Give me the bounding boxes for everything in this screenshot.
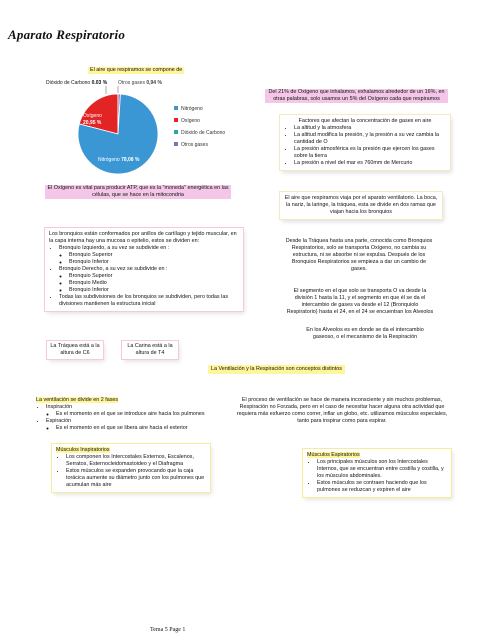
list-item: ◦ Bronquio Superior <box>69 273 239 280</box>
legend-swatch <box>174 142 178 146</box>
list-item: • Los principales músculos son los Intercostales Internos, que se encuentran entre costilla y costilla, y los músculos abdominales. <box>317 459 447 480</box>
co2-label: Dióxido de Carbono 0.03 % <box>46 80 108 86</box>
list-item: • Todas las subdivisiones de los bronquios se subdividen, pero todas las divisiones mantienen la estructura inicial <box>59 294 239 308</box>
trachea-level-box: La Tráquea está a la altura de C6 <box>47 341 103 359</box>
list-item: ◦ Bronquio Inferior <box>69 287 239 294</box>
legend-label: Dióxido de Carbono <box>181 130 226 136</box>
ventilation-phases <box>36 397 236 432</box>
page-footer: Tema 5 Page 1 <box>150 627 186 633</box>
carina-level-box: La Carina está a la altura de T4 <box>122 341 178 359</box>
alveoli-description: En los Alveolos es en donde se da el intercambio gaseoso, o el mecanismo de la Respiración <box>306 327 424 340</box>
legend-label: Otros gases <box>181 142 208 148</box>
list-item: • Estos músculos se expanden provocando que la caja torácica aumente su diámetro junto con los pulmones que acumulan más aire <box>66 468 206 489</box>
list-item: ◦ Bronquio Medio <box>69 280 239 287</box>
legend-swatch <box>174 106 178 110</box>
insp-list <box>56 454 206 489</box>
legend-label: Nitrógeno <box>181 106 203 112</box>
nitrogeno-label: Nitrógeno 78,08 % <box>98 157 140 163</box>
oxygen-note: Del 21% de Oxígeno que inhalamos, exhalamos alrededor de un 16%, en otras palabras, solo usamos un 5% del Oxígeno cada que respiramos <box>265 89 448 103</box>
bronchi-box <box>45 228 243 311</box>
legend-label: Oxígeno <box>181 118 200 124</box>
legend-swatch <box>174 118 178 122</box>
factors-list <box>284 125 446 167</box>
list-item: • La presión atmosférica es la presión que ejercen los gases sobre la tierra <box>294 146 446 160</box>
list-item: • Bronquio Derecho, a su vez se subdivide en : ◦ Bronquio Superior ◦ Bronquio Medio ◦ Bronquio Inferior <box>59 266 239 294</box>
exp-heading: Músculos Espiratorios <box>307 452 360 458</box>
list-item: • Espiración ◦ Es el momento en el que se libera aire hacia el exterior <box>46 418 236 432</box>
factors-box <box>280 115 450 170</box>
list-item: • Estos músculos se contraen haciendo que los pulmones se reduzcan y expiren el aire <box>317 480 447 494</box>
exp-list <box>307 459 447 494</box>
ventilation-heading: La ventilación se divide en 2 fases <box>36 397 119 403</box>
list-item: ◦ Es el momento en el que se introduce aire hacia los pulmones <box>56 411 236 418</box>
list-item: ◦ Bronquio Superior <box>69 252 239 259</box>
otros-label: Otros gases 0,94 % <box>118 80 162 86</box>
inspiratory-muscles-box <box>52 444 210 492</box>
air-composition-chart <box>46 80 236 180</box>
legend-swatch <box>174 130 178 134</box>
insp-heading: Músculos Inspiratorios <box>56 447 110 453</box>
list-item: • La presión a nivel del mar es 760mm de Mercurio <box>294 160 446 167</box>
air-path-box: El aire que respiramos viaja por el aparato ventilatorio. La boca, la nariz, la laringe, la tráquea, esta se divide en dos ramas que viajan hacia los bronquios <box>280 192 442 219</box>
bronchi-intro: Los bronquios están conformados por anillos de cartílago y tejido muscular, en la capa interna hay una mucosa o epitelio, estos se dividen en: <box>49 231 237 244</box>
expiratory-muscles-box <box>303 449 451 497</box>
list-item: ◦ Bronquio Inferior <box>69 259 239 266</box>
list-item: • La altitud modifica la presión, y la presión a su vez cambia la cantidad de O <box>294 132 446 146</box>
list-item: • La altitud y la atmosfera <box>294 125 446 132</box>
atp-note: El Oxígeno es vital para producir ATP, que es la "moneda" energética en las células, que se hace en la mitocondria <box>45 185 231 199</box>
list-item: • Los componen los Intercostales Externos, Escalenos, Serratos, Esternocleidomastoideo y el Diafragma <box>66 454 206 468</box>
chart-intro: El aire que respiramos se compone de <box>90 67 183 73</box>
factors-heading: Factores que afectan la concentración de gases en aire <box>298 118 432 124</box>
list-item: ◦ Es el momento en el que se libera aire hacia el exterior <box>56 425 236 432</box>
forced-process: El proceso de ventilación se hace de manera inconsciente y sin muchos problemas, Respiración no Forzada, pero en el caso de necesitar hacer alguna otra actividad que requiera más esfuerzo como correr, inflar un globo, etc. utilizamos músculos especiales, tanto para inspirar como para espirar. <box>236 397 448 424</box>
list-item: • Inspiración ◦ Es el momento en el que se introduce aire hacia los pulmones <box>46 404 236 418</box>
trachea-description: Desde la Tráquea hasta una parte, conocida como Bronquios Respiratorios, solo se transporta Oxígeno, no cambia su estructura, ni se absorbe ni se expulsa. Después de los Bronquios Respiratorios se empieza a dar un cambio de gases. <box>285 238 433 272</box>
segments-description: El segmento en el que solo se transporta O va desde la división 1 hasta la 11, y el segmento en que él se da el intercambio de gases va desde el 12 (Bronquiolo Respiratorio) hasta el 24, en el 24 se encuentran los Alveolos <box>286 288 434 315</box>
list-item: • Bronquio Izquierdo, a su vez se subdivide en : ◦ Bronquio Superior ◦ Bronquio Inferior <box>59 245 239 266</box>
bronchi-list <box>49 245 239 308</box>
oxigeno-label: Oxígeno 20,95 % <box>83 113 102 126</box>
page-title: Aparato Respiratorio <box>8 27 126 42</box>
phases-list <box>36 404 236 432</box>
pie-chart-svg <box>46 80 236 180</box>
ventilation-title: La Ventilación y la Respiración son conceptos distintos <box>208 365 345 374</box>
